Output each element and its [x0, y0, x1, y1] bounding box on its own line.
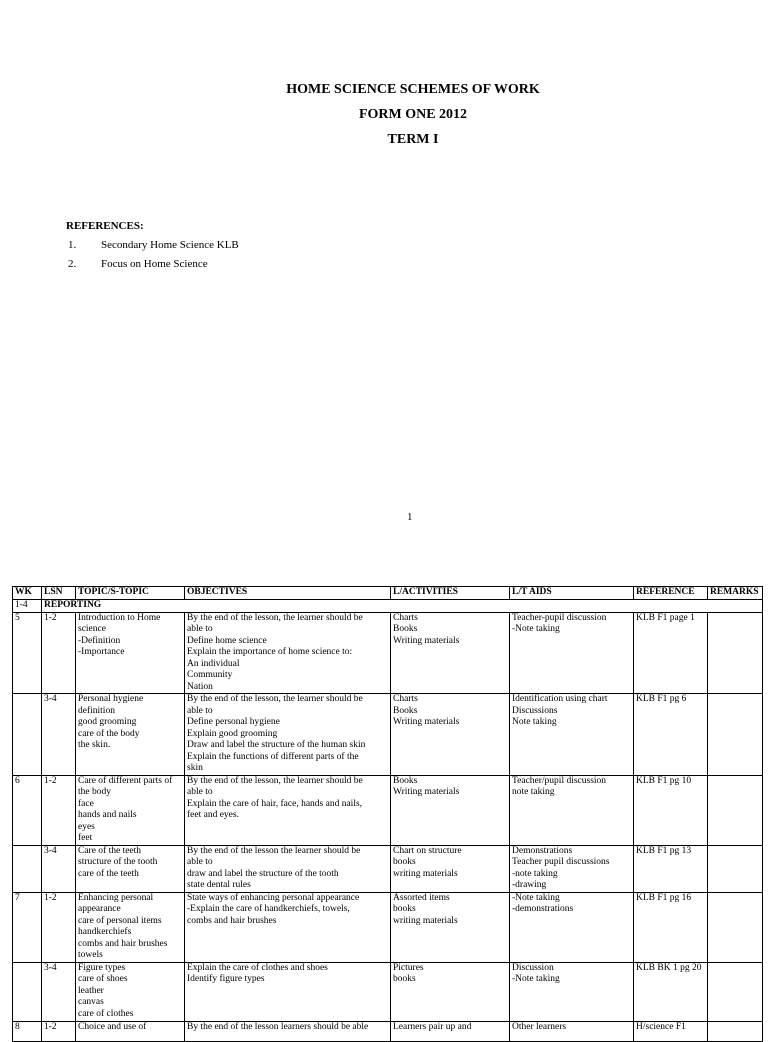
week-cell [13, 694, 42, 776]
topic-cell-line: combs and hair brushes [78, 938, 168, 949]
aids-cell [510, 892, 634, 962]
topic-cell-line: eyes [78, 821, 95, 832]
topic-cell-line: good grooming [78, 717, 137, 727]
objectives-cell-line: -Explain the care of handkerchiefs, towels, [187, 904, 350, 914]
reference-cell: H/science F1 [634, 1021, 708, 1041]
activities-cell-line: books [393, 974, 416, 984]
activities-cell [391, 962, 510, 1021]
objectives-cell-line: skin [187, 763, 203, 773]
aids-cell [510, 1021, 634, 1041]
objectives-cell [185, 1021, 391, 1041]
topic-cell-line: -Definition [78, 635, 121, 646]
activities-cell-line: Writing materials [393, 787, 460, 797]
page-number: 1 [407, 511, 413, 523]
objectives-cell-line: Draw and label the structure of the human skin [187, 740, 366, 750]
table-row [13, 962, 763, 1021]
activities-cell-line: writing materials [393, 868, 458, 879]
aids-cell-line: Teacher-pupil discussion [512, 612, 607, 623]
objectives-cell-line: By the end of the lesson, the learner should be [187, 612, 363, 623]
reference-cell: KLB F1 pg 10 [634, 775, 708, 845]
topic-cell [76, 612, 185, 694]
header-activities: L/ACTIVITIES [391, 587, 510, 600]
reference-text: Secondary Home Science KLB [101, 239, 239, 251]
topic-cell-line: definition [78, 705, 115, 716]
activities-cell-line: Charts [393, 694, 418, 704]
objectives-cell-line: combs and hair brushes [187, 915, 277, 926]
remarks-cell [708, 775, 763, 845]
activities-cell-line: writing materials [393, 915, 458, 926]
document-title [0, 80, 768, 155]
topic-cell-line: the body [78, 787, 111, 797]
table-row [13, 694, 763, 776]
remarks-cell [708, 962, 763, 1021]
header-remarks: REMARKS [708, 587, 763, 600]
topic-cell [76, 694, 185, 776]
objectives-cell-line: By the end of the lesson learners should be able [187, 1021, 369, 1032]
reference-cell: KLB F1 pg 13 [634, 845, 708, 892]
reporting-row [13, 600, 763, 613]
reference-number: 1. [68, 239, 77, 251]
aids-cell-line: -note taking [512, 868, 558, 879]
objectives-cell-line: able to [187, 624, 213, 634]
reference-number: 2. [68, 258, 77, 270]
activities-cell-line: Writing materials [393, 717, 460, 727]
table-row [13, 1021, 763, 1041]
objectives-cell-line: Explain the functions of different parts of the [187, 751, 359, 762]
objectives-cell-line: Explain the importance of home science to: [187, 647, 353, 657]
topic-cell-line: the skin. [78, 740, 111, 750]
topic-cell-line: Personal hygiene [78, 694, 144, 704]
week-cell [13, 962, 42, 1021]
objectives-cell-line: Identify figure types [187, 974, 265, 984]
week-cell: 8 [13, 1021, 42, 1041]
lesson-cell: 3-4 [42, 845, 76, 892]
remarks-cell [708, 1021, 763, 1041]
activities-cell-line: books [393, 904, 416, 914]
title-line-3: TERM I [387, 132, 439, 147]
topic-cell-line: care of the teeth [78, 868, 139, 879]
aids-cell-line: Identification using chart [512, 694, 608, 704]
topic-cell-line: science [78, 624, 106, 634]
topic-cell [76, 962, 185, 1021]
lesson-cell: 3-4 [42, 694, 76, 776]
activities-cell [391, 775, 510, 845]
objectives-cell-line: State ways of enhancing personal appearance [187, 892, 360, 903]
objectives-cell-line: Nation [187, 681, 213, 692]
topic-cell-line: structure of the tooth [78, 857, 158, 867]
topic-cell-line: Enhancing personal [78, 892, 154, 903]
objectives-cell-line: Define personal hygiene [187, 717, 280, 727]
title-line-1: HOME SCIENCE SCHEMES OF WORK [286, 82, 540, 97]
objectives-cell [185, 694, 391, 776]
reference-cell: KLB F1 pg 6 [634, 694, 708, 776]
week-cell: 6 [13, 775, 42, 845]
topic-cell-line: -Importance [78, 647, 125, 657]
activities-cell [391, 612, 510, 694]
table-row [13, 845, 763, 892]
objectives-cell-line: able to [187, 857, 213, 867]
lesson-cell: 1-2 [42, 1021, 76, 1041]
topic-cell-line: Introduction to Home [78, 612, 161, 623]
activities-cell [391, 845, 510, 892]
topic-cell-line: Choice and use of [78, 1021, 147, 1032]
objectives-cell-line: able to [187, 705, 213, 716]
activities-cell-line: Books [393, 705, 418, 716]
header-aids: L/T AIDS [510, 587, 634, 600]
objectives-cell-line: By the end of the lesson, the learner should be [187, 775, 363, 786]
aids-cell-line: Discussion [512, 962, 554, 973]
aids-cell [510, 845, 634, 892]
lesson-cell: 3-4 [42, 962, 76, 1021]
topic-cell-line: canvas [78, 997, 104, 1007]
aids-cell-line: Teacher pupil discussions [512, 857, 610, 867]
aids-cell-line: -Note taking [512, 624, 560, 634]
activities-cell-line: Writing materials [393, 635, 460, 646]
references-heading: REFERENCES: [66, 220, 144, 232]
topic-cell-line: care of clothes [78, 1008, 134, 1019]
activities-cell-line: Assorted items [393, 892, 450, 903]
lesson-cell: 1-2 [42, 612, 76, 694]
scheme-of-work-table [12, 586, 763, 1042]
aids-cell-line: Demonstrations [512, 845, 573, 856]
remarks-cell [708, 845, 763, 892]
objectives-cell-line: Explain the care of hair, face, hands and nails, [187, 798, 363, 809]
header-reference: REFERENCE [634, 587, 708, 600]
topic-cell [76, 892, 185, 962]
aids-cell [510, 694, 634, 776]
activities-cell-line: books [393, 857, 416, 867]
reporting-week: 1-4 [13, 600, 42, 613]
aids-cell [510, 612, 634, 694]
objectives-cell-line: Explain the care of clothes and shoes [187, 962, 328, 973]
objectives-cell [185, 612, 391, 694]
objectives-cell [185, 892, 391, 962]
topic-cell-line: towels [78, 950, 103, 960]
table-row [13, 612, 763, 694]
remarks-cell [708, 892, 763, 962]
activities-cell-line: Books [393, 624, 418, 634]
topic-cell [76, 775, 185, 845]
topic-cell-line: leather [78, 985, 104, 996]
reporting-label: REPORTING [42, 600, 763, 613]
reference-text: Focus on Home Science [101, 258, 208, 270]
activities-cell-line: Pictures [393, 962, 424, 973]
lesson-cell: 1-2 [42, 775, 76, 845]
aids-cell [510, 775, 634, 845]
remarks-cell [708, 694, 763, 776]
aids-cell-line: -drawing [512, 880, 547, 890]
reference-cell: KLB F1 pg 16 [634, 892, 708, 962]
aids-cell-line: -Note taking [512, 974, 560, 984]
objectives-cell [185, 845, 391, 892]
header-wk: WK [13, 587, 42, 600]
topic-cell-line: Figure types [78, 962, 126, 973]
reference-item [66, 257, 208, 276]
objectives-cell-line: By the end of the lesson the learner should be [187, 845, 361, 856]
reference-cell: KLB BK 1 pg 20 [634, 962, 708, 1021]
topic-cell-line: handkerchiefs [78, 927, 132, 937]
aids-cell-line: Teacher/pupil discussion [512, 775, 607, 786]
week-cell: 5 [13, 612, 42, 694]
topic-cell-line: feet [78, 833, 93, 843]
activities-cell-line: Learners pair up and [393, 1021, 472, 1032]
header-objectives: OBJECTIVES [185, 587, 391, 600]
reference-item [66, 238, 239, 257]
objectives-cell-line: feet and eyes. [187, 810, 239, 820]
objectives-cell-line: Define home science [187, 635, 267, 646]
topic-cell-line: appearance [78, 904, 121, 914]
topic-cell-line: care of the body [78, 728, 140, 739]
topic-cell-line: Care of different parts of [78, 775, 173, 786]
objectives-cell-line: Explain good grooming [187, 728, 278, 739]
objectives-cell-line: An individual [187, 658, 240, 669]
topic-cell-line: face [78, 798, 94, 809]
activities-cell [391, 1021, 510, 1041]
aids-cell-line: -Note taking [512, 892, 560, 903]
references-section [66, 219, 239, 276]
activities-cell [391, 892, 510, 962]
reference-cell: KLB F1 page 1 [634, 612, 708, 694]
week-cell: 7 [13, 892, 42, 962]
table-row [13, 892, 763, 962]
objectives-cell-line: Community [187, 670, 233, 680]
week-cell [13, 845, 42, 892]
aids-cell-line: Note taking [512, 717, 557, 727]
table-row [13, 775, 763, 845]
activities-cell [391, 694, 510, 776]
header-lsn: LSN [42, 587, 76, 600]
aids-cell-line: -demonstrations [512, 904, 574, 914]
objectives-cell-line: By the end of the lesson, the learner should be [187, 694, 363, 704]
activities-cell-line: Charts [393, 612, 418, 623]
aids-cell-line: Other learners [512, 1021, 567, 1032]
lesson-cell: 1-2 [42, 892, 76, 962]
topic-cell-line: care of shoes [78, 974, 128, 984]
remarks-cell [708, 612, 763, 694]
table-header-row [13, 587, 763, 600]
aids-cell-line: Discussions [512, 705, 558, 716]
aids-cell-line: note taking [512, 787, 555, 797]
topic-cell [76, 845, 185, 892]
topic-cell [76, 1021, 185, 1041]
header-topic: TOPIC/S-TOPIC [76, 587, 185, 600]
objectives-cell [185, 775, 391, 845]
objectives-cell-line: state dental rules [187, 880, 251, 890]
title-line-2: FORM ONE 2012 [358, 107, 468, 122]
objectives-cell [185, 962, 391, 1021]
objectives-cell-line: draw and label the structure of the tooth [187, 868, 339, 879]
aids-cell [510, 962, 634, 1021]
topic-cell-line: care of personal items [78, 915, 162, 926]
activities-cell-line: Books [393, 775, 418, 786]
topic-cell-line: Care of the teeth [78, 845, 142, 856]
topic-cell-line: hands and nails [78, 810, 137, 820]
activities-cell-line: Chart on structure [393, 845, 462, 856]
objectives-cell-line: able to [187, 787, 213, 797]
